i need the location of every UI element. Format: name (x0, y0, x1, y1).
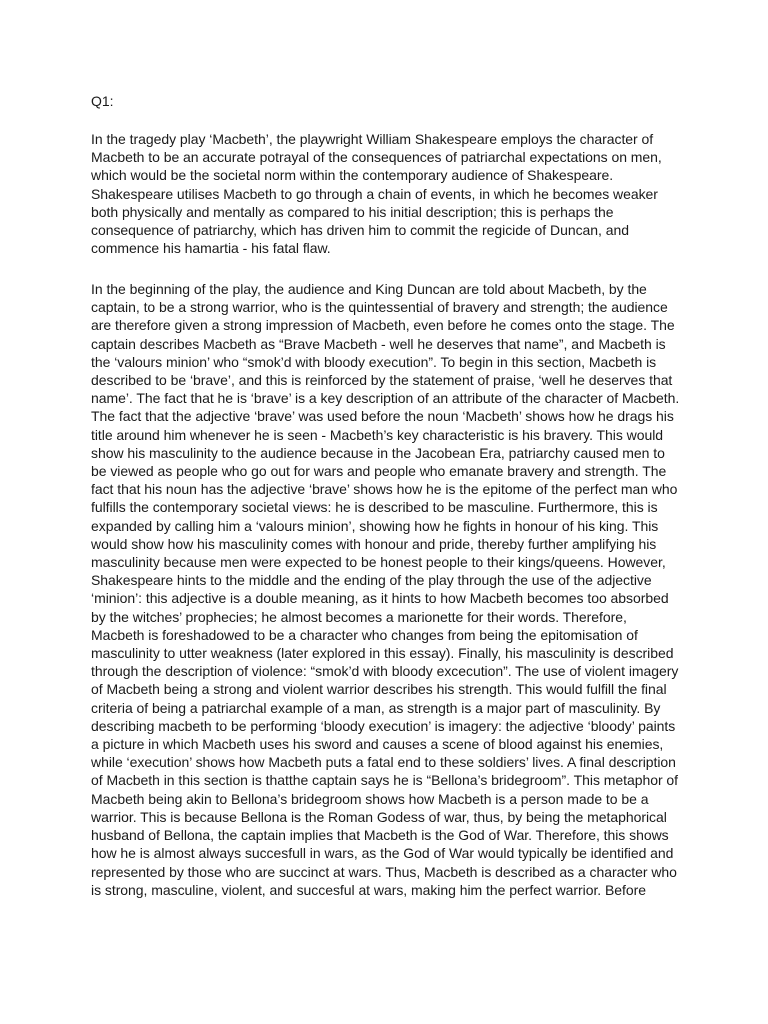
text-line: of Macbeth in this section is thatthe captain says he is “Bellona’s bridegroom”. This metaphor of (91, 772, 679, 789)
text-line: Macbeth being akin to Bellona’s bridegroom shows how Macbeth is a person made to be a (91, 790, 649, 807)
text-line: while ‘execution’ shows how Macbeth puts a fatal end to these soldiers’ lives. A final description (91, 754, 676, 771)
text-line: through the description of violence: “smok’d with bloody excecution”. The use of violent imagery (91, 663, 679, 680)
text-line: be viewed as people who go out for wars and people who emanate bravery and strength. The (91, 463, 667, 480)
text-line: title around him whenever he is seen - Macbeth’s key characteristic is his bravery. This would (91, 426, 664, 443)
text-line: masculinity because men were expected to be honest people to their kings/queens. However, (91, 554, 666, 571)
text-line: name’. The fact that he is ‘brave’ is a key description of an attribute of the character of Macbeth. (91, 390, 680, 407)
text-line: fulfills the contemporary societal views: he is described to be masculine. Furthermore, this is (91, 499, 658, 516)
text-line: Macbeth is foreshadowed to be a character who changes from being the epitomisation of (91, 626, 638, 643)
text-line: expanded by calling him a ‘valours minion’, showing how he fights in honour of his king. This (91, 517, 659, 534)
text-line: both physically and mentally as compared to his initial description; this is perhaps the (91, 203, 614, 220)
paragraph-analysis (91, 280, 679, 899)
text-line: describing macbeth to be performing ‘bloody execution’ is imagery: the adjective ‘bloody’ paints (91, 717, 676, 734)
text-line: husband of Bellona, the captain implies that Macbeth is the God of War. Therefore, this shows (91, 827, 669, 844)
text-line: a picture in which Macbeth uses his sword and causes a scene of blood against his enemies, (91, 736, 664, 753)
question-heading: Q1: (91, 93, 114, 109)
text-line: fact that his noun has the adjective ‘brave’ shows how he is the epitome of the perfect man who (91, 481, 678, 498)
text-line: warrior. This is because Bellona is the Roman Godess of war, thus, by being the metaphorical (91, 808, 667, 825)
text-line: captain describes Macbeth as “Brave Macbeth - well he deserves that name”, and Macbeth is (91, 335, 666, 352)
text-line: of Macbeth being a strong and violent warrior describes his strength. This would fulfill the final (91, 681, 667, 698)
text-line: described to be ‘brave’, and this is reinforced by the statement of praise, ‘well he deserves that (91, 372, 673, 389)
text-line: how he is almost always succesfull in wars, as the God of War would typically be identified and (91, 845, 674, 862)
text-line: consequence of patriarchy, which has driven him to commit the regicide of Duncan, and (91, 222, 629, 239)
text-line: Shakespeare utilises Macbeth to go through a chain of events, in which he becomes weaker (91, 185, 658, 202)
text-line: In the tragedy play ‘Macbeth’, the playwright William Shakespeare employs the character of (91, 131, 654, 147)
text-line: is strong, masculine, violent, and succesful at wars, making him the perfect warrior. Before (91, 881, 647, 898)
text-line: Macbeth to be an accurate potrayal of the consequences of patriarchal expectations on men, (91, 149, 662, 166)
text-line: ‘minion’: this adjective is a double meaning, as it hints to how Macbeth becomes too absorbed (91, 590, 669, 607)
text-line: the ‘valours minion’ who “smok’d with bloody execution”. To begin in this section, Macbeth is (91, 353, 657, 370)
text-line: would show how his masculinity comes with honour and pride, thereby further amplifying his (91, 535, 657, 552)
text-line: commence his hamartia - his fatal flaw. (91, 240, 331, 257)
text-line: masculinity to utter weakness (later explored in this essay). Finally, his masculinity is described (91, 645, 674, 662)
text-line: The fact that the adjective ‘brave’ was used before the noun ‘Macbeth’ shows how he drags his (91, 408, 674, 425)
text-line: by the witches’ prophecies; he almost becomes a marionette for their words. Therefore, (91, 608, 627, 625)
text-line: In the beginning of the play, the audience and King Duncan are told about Macbeth, by the (91, 281, 647, 297)
text-line: are therefore given a strong impression of Macbeth, even before he comes onto the stage. The (91, 317, 675, 334)
paragraph-introduction (91, 130, 662, 257)
text-line: Shakespeare hints to the middle and the ending of the play through the use of the adjective (91, 572, 652, 589)
text-line: captain, to be a strong warrior, who is the quintessential of bravery and strength; the audience (91, 299, 668, 316)
text-line: criteria of being a patriarchal example of a man, as strength is a major part of masculinity. By (91, 699, 661, 716)
text-line: show his masculinity to the audience because in the Jacobean Era, patriarchy caused men to (91, 444, 665, 461)
text-line: represented by those who are succinct at wars. Thus, Macbeth is described as a character who (91, 863, 677, 880)
text-line: which would be the societal norm within the contemporary audience of Shakespeare. (91, 167, 614, 184)
